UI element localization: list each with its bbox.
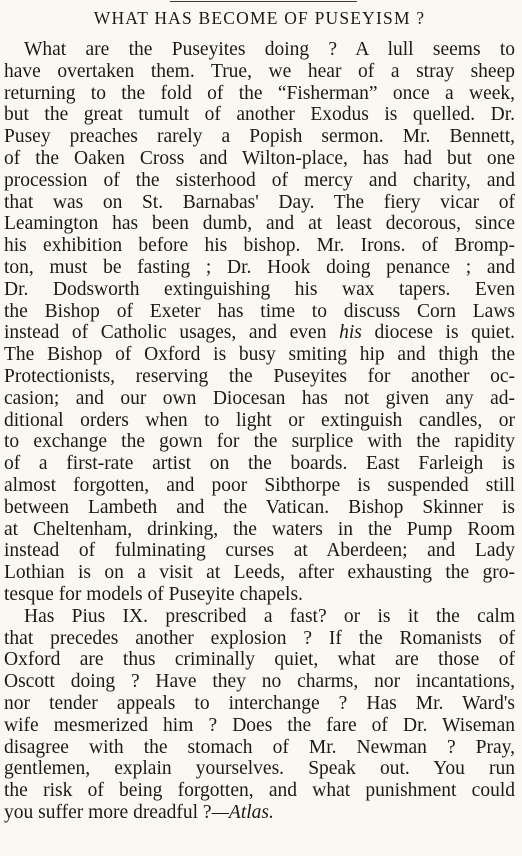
- paragraph-2: [4, 606, 515, 824]
- text-line: returning to the fold of the “Fisherman” once a week,: [4, 82, 515, 104]
- top-rule: [170, 1, 357, 2]
- text-line: ditional orders when to light or extinguish candles, or: [4, 409, 515, 431]
- text-line: nor tender appeals to interchange ? Has Mr. Ward's: [4, 692, 515, 714]
- text-line: of a first-rate artist on the boards. East Farleigh is: [4, 453, 515, 475]
- text-line: Oscott doing ? Have they no charms, nor incantations,: [4, 671, 515, 693]
- text-line: The Bishop of Oxford is busy smiting hip and thigh the: [4, 344, 515, 366]
- text-line: you suffer more dreadful ?—Atlas.: [4, 801, 274, 823]
- text-line: Dr. Dodsworth extinguishing his wax tapers. Even: [4, 278, 515, 300]
- text-line: the Bishop of Exeter has time to discuss Corn Laws: [4, 300, 515, 322]
- text-line: Lothian is on a visit at Leeds, after exhausting the gro-: [4, 562, 515, 584]
- text-line: Leamington has been dumb, and at least decorous, since: [4, 213, 515, 235]
- text-line: wife mesmerized him ? Does the fare of Dr. Wiseman: [4, 714, 515, 736]
- text-line: procession of the sisterhood of mercy and charity, and: [4, 169, 515, 191]
- text-line: Oxford are thus criminally quiet, what are those of: [4, 649, 515, 671]
- text-line: gentlemen, explain yourselves. Speak out. You run: [4, 758, 515, 780]
- text-line: that was on St. Barnabas' Day. The fiery vicar of: [4, 191, 515, 213]
- text-line: his exhibition before his bishop. Mr. Irons. of Bromp-: [4, 235, 515, 257]
- text-line: to exchange the gown for the surplice with the rapidity: [4, 431, 515, 453]
- text-line: almost forgotten, and poor Sibthorpe is suspended still: [4, 474, 515, 496]
- text-line: instead of Catholic usages, and even his diocese is quiet.: [4, 322, 516, 344]
- source-attribution: —Atlas.: [211, 801, 274, 823]
- article-title: WHAT HAS BECOME OF PUSEYISM ?: [93, 8, 426, 28]
- text-line: have overtaken them. True, we hear of a stray sheep: [4, 60, 515, 82]
- paragraph-1: [4, 39, 515, 606]
- text-line: Has Pius IX. prescribed a fast? or is it the calm: [24, 605, 515, 627]
- text-line: disagree with the stomach of Mr. Newman ? Pray,: [4, 736, 515, 758]
- text-line: but the great tumult of another Exodus is quelled. Dr.: [4, 104, 515, 126]
- text-line: Pusey preaches rarely a Popish sermon. Mr. Bennett,: [4, 126, 515, 148]
- text-line: of the Oaken Cross and Wilton-place, has had but one: [4, 147, 515, 169]
- text-line: What are the Puseyites doing ? A lull seems to: [24, 39, 515, 60]
- text-line: casion; and our own Diocesan has not given any ad-: [4, 387, 515, 409]
- text-line: between Lambeth and the Vatican. Bishop Skinner is: [4, 496, 515, 518]
- text-line: the risk of being forgotten, and what punishment could: [4, 780, 515, 802]
- article-body: [4, 39, 515, 824]
- text-line: Protectionists, reserving the Puseyites for another oc-: [4, 365, 515, 387]
- text-line: tesque for models of Puseyite chapels.: [4, 583, 303, 605]
- text-line: at Cheltenham, drinking, the waters in the Pump Room: [4, 518, 515, 540]
- italic-emphasis: his: [339, 322, 362, 344]
- text-line: instead of fulminating curses at Aberdeen; and Lady: [4, 540, 515, 562]
- text-line: that precedes another explosion ? If the Romanists of: [4, 627, 515, 649]
- text-line: ton, must be fasting ; Dr. Hook doing penance ; and: [4, 256, 515, 278]
